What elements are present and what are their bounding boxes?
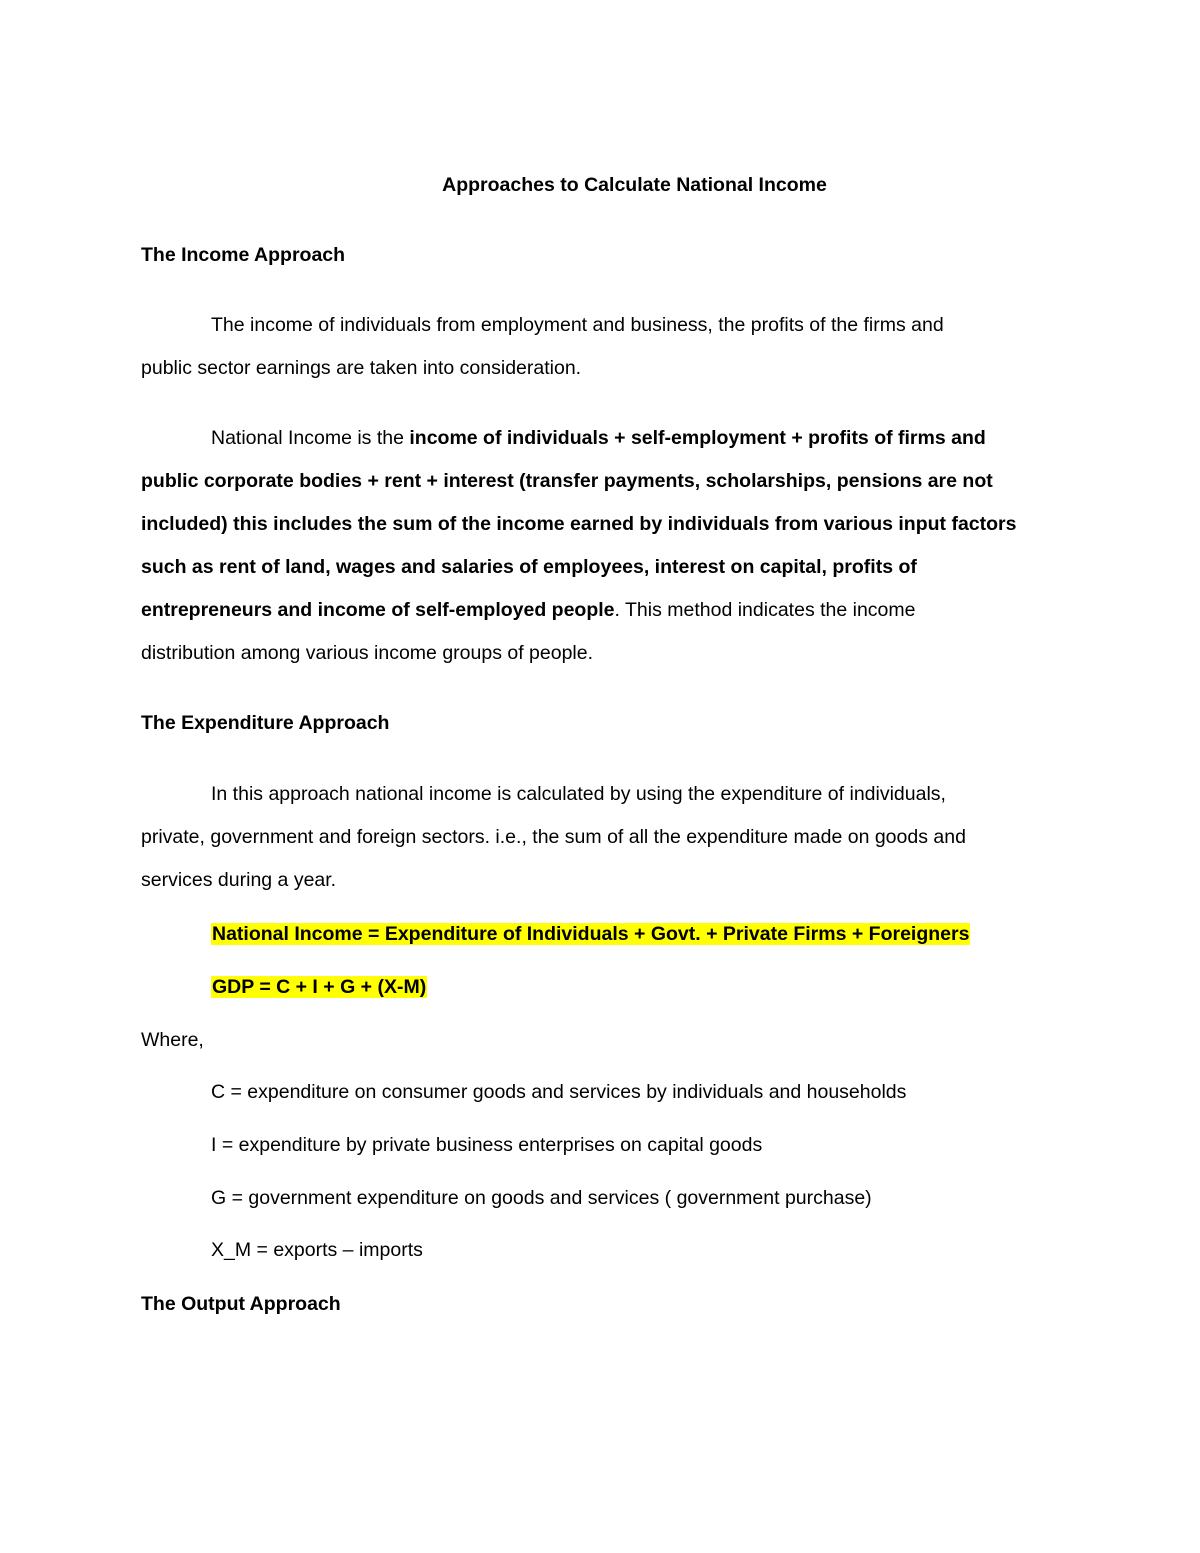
expenditure-approach-heading: The Expenditure Approach — [141, 712, 390, 734]
income-para2-line1-bold: income of individuals + self-employment + profits of firms and — [409, 427, 986, 449]
income-para2-line1-plain: National Income is the — [211, 427, 410, 449]
definition-xm: X_M = exports – imports — [211, 1239, 423, 1261]
income-para2-line2: public corporate bodies + rent + interest (transfer payments, scholarships, pensions are not — [141, 470, 993, 492]
income-para2-line5-bold: entrepreneurs and income of self-employed people — [141, 599, 615, 621]
income-para2-line1 — [211, 426, 986, 450]
definition-i: I = expenditure by private business enterprises on capital goods — [211, 1134, 763, 1156]
definition-g: G = government expenditure on goods and services ( government purchase) — [211, 1187, 872, 1209]
definition-c: C = expenditure on consumer goods and services by individuals and households — [211, 1081, 907, 1103]
income-para2-line5-plain: . This method indicates the income — [614, 599, 916, 621]
expenditure-para-line2: private, government and foreign sectors. i.e., the sum of all the expenditure made on goods and — [141, 826, 966, 848]
document-title: Approaches to Calculate National Income — [442, 174, 827, 196]
income-approach-heading: The Income Approach — [141, 244, 346, 266]
output-approach-heading: The Output Approach — [141, 1293, 341, 1315]
income-para2-line3: included) this includes the sum of the income earned by individuals from various input factors — [141, 513, 1017, 535]
income-para2-line6: distribution among various income groups of people. — [141, 642, 594, 664]
gdp-formula-line — [211, 975, 427, 999]
expenditure-para-line3: services during a year. — [141, 869, 337, 891]
income-para1-line2: public sector earnings are taken into consideration. — [141, 357, 582, 379]
gdp-formula: GDP = C + I + G + (X-M) — [212, 976, 427, 998]
national-income-formula: National Income = Expenditure of Individuals + Govt. + Private Firms + Foreigners — [212, 923, 970, 945]
expenditure-para-line1: In this approach national income is calculated by using the expenditure of individuals, — [211, 783, 946, 805]
income-para2-line4: such as rent of land, wages and salaries of employees, interest on capital, profits of — [141, 556, 917, 578]
income-para1-line1: The income of individuals from employment and business, the profits of the firms and — [211, 314, 944, 336]
income-para2-line5 — [141, 598, 916, 622]
national-income-formula-line — [211, 922, 970, 946]
where-label: Where, — [141, 1029, 204, 1051]
